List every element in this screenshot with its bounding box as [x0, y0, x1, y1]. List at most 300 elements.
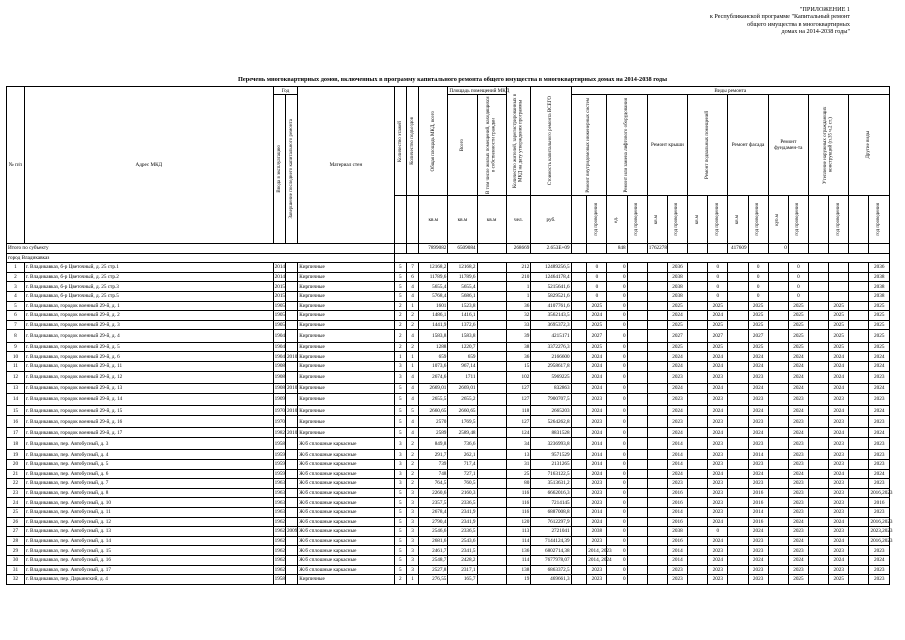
- cell-empty: [571, 282, 587, 292]
- cell-empty: [688, 437, 708, 450]
- cell-empty: [571, 575, 587, 585]
- cell-empty: [627, 393, 647, 406]
- cell-base: 2023: [708, 498, 728, 508]
- cell-empty: [849, 546, 869, 556]
- cell-y2: 2009: [286, 528, 298, 535]
- cell-roof: 2023: [667, 371, 687, 384]
- cell-en: 1: [406, 362, 418, 372]
- cell-oth: 2038: [869, 282, 890, 292]
- cell-ins: [829, 291, 849, 301]
- cell-fnd: 2024: [788, 469, 808, 479]
- cell-empty: [728, 371, 748, 384]
- cell-pt: 11789,6: [448, 272, 477, 282]
- cell-fl: 5: [394, 527, 406, 537]
- cell-lifts: 0: [607, 291, 627, 301]
- cell-empty: [627, 320, 647, 330]
- cell-fac: 2016: [748, 488, 768, 498]
- cell-cost: 4215171: [531, 330, 571, 343]
- cell-w1: 2014: [587, 460, 607, 470]
- cell-addr: г. Владикавказ, пер. Автобусный, д. 11: [24, 507, 273, 517]
- cell-empty: [728, 460, 748, 470]
- cell-n: 28: [7, 536, 25, 546]
- col-total-area: Общая площадь МКД, всего: [419, 87, 448, 196]
- cell-fl: 5: [394, 517, 406, 527]
- cell-addr: г. Владикавказ, пер. Автобусный, д. 17: [24, 565, 273, 575]
- cell-en: 5: [406, 406, 418, 416]
- cell-wall: Кирпичные: [298, 291, 394, 301]
- cell-po: [477, 469, 506, 479]
- cell-n: 23: [7, 488, 25, 498]
- cell-base: 2024: [708, 517, 728, 527]
- cell-base: 2023: [708, 393, 728, 406]
- cell-addr: г. Владикавказ, пер. Автобусный, д. 15: [24, 546, 273, 556]
- cell-empty: [571, 330, 587, 343]
- cell-ins: [829, 282, 849, 292]
- cell-oth: 2024: [869, 555, 890, 565]
- table-row: [7, 406, 890, 416]
- cell-po: [477, 263, 506, 273]
- cell-empty: [768, 393, 788, 406]
- cell-oth: 2024: [869, 384, 890, 394]
- cell-empty: [728, 437, 748, 450]
- cell-pt: 1523,8: [448, 301, 477, 311]
- cell-oth: 2025: [869, 301, 890, 311]
- cell-addr: г. Владикавказ, городок военный 29-й, д. 2: [24, 311, 273, 321]
- cell-w1: 2024: [587, 517, 607, 527]
- cell-n: 1: [7, 263, 25, 273]
- cell-empty: [809, 320, 829, 330]
- cell-ta: 2527,8: [419, 565, 448, 575]
- cell-en: 4: [406, 371, 418, 384]
- cell-w1: 2024: [587, 428, 607, 438]
- cell-n: 30: [7, 555, 25, 565]
- cell-ta: 1441,9: [419, 320, 448, 330]
- cell-fac: 2025: [748, 342, 768, 352]
- cell-empty: [809, 450, 829, 460]
- cell-ins: 2024: [829, 555, 849, 565]
- cell-ta: 1288: [419, 342, 448, 352]
- cell-res: 138: [506, 565, 531, 575]
- cell-roof: 2024: [667, 384, 687, 394]
- cell-cost: 9571529: [531, 450, 571, 460]
- cell-fl: 5: [394, 282, 406, 292]
- cell-cost: 469661,3: [531, 575, 571, 585]
- cell-y2: [285, 517, 297, 527]
- cell-empty: [849, 263, 869, 273]
- cell-w1: 2023: [587, 488, 607, 498]
- col-cost: Стоимость капитального ремонта ВСЕГО: [531, 87, 571, 196]
- cell-empty: [849, 575, 869, 585]
- cell-fl: 2: [394, 330, 406, 343]
- cell-en: 1: [406, 301, 418, 311]
- cell-addr: г. Владикавказ, пер. Автобусный, д. 4: [24, 450, 273, 460]
- cell-oth: 2023: [869, 393, 890, 406]
- cell-empty: [728, 393, 748, 406]
- cell-empty: [728, 415, 748, 428]
- cell-ta: 1583,8: [419, 330, 448, 343]
- cell-oth: 2023: [869, 546, 890, 556]
- cell-fl: 5: [394, 488, 406, 498]
- cell-ins: 2025: [829, 330, 849, 343]
- cell-ins: 2024: [829, 362, 849, 372]
- cell-cost: 5264262,8: [531, 415, 571, 428]
- cell-fl: 5: [394, 415, 406, 428]
- cell-fnd: 2024: [788, 428, 808, 438]
- cell-po: [477, 362, 506, 372]
- col-w1: Ремонт внутридомовых инженерных систем: [571, 95, 607, 196]
- cell-base: 2023: [708, 546, 728, 556]
- cell-empty: [809, 342, 829, 352]
- cell-empty: [688, 362, 708, 372]
- cell-pt: 2341,9: [448, 507, 477, 517]
- cell-empty: [627, 555, 647, 565]
- cell-y2: [285, 488, 297, 498]
- cell-addr: г. Владикавказ, пер. Автобусный, д. 13: [24, 527, 273, 537]
- cell-wall: Ж/б сплошные каркасные: [298, 469, 394, 479]
- cell-pt: 1583,8: [448, 330, 477, 343]
- cell-empty: [571, 272, 587, 282]
- col-wall: Материал стен: [298, 87, 394, 244]
- cell-empty: [688, 498, 708, 508]
- cell-wall: Ж/б сплошные каркасные: [298, 450, 394, 460]
- cell-empty: [849, 291, 869, 301]
- cell-cost: 832863: [531, 384, 571, 394]
- cell-addr: г. Владикавказ, городок военный 29-й, д. 4: [24, 330, 273, 343]
- cell-n: 11: [7, 362, 25, 372]
- cell-empty: [627, 575, 647, 585]
- cell-en: 3: [406, 488, 418, 498]
- year-col: год проведения: [627, 196, 647, 244]
- cell-addr: г. Владикавказ, городок военный 29-й, д. 6: [24, 352, 273, 362]
- cell-roof: 2023: [667, 479, 687, 489]
- cell-wall: Ж/б сплошные каркасные: [298, 517, 394, 527]
- cell-roof: 2014: [667, 555, 687, 565]
- cell-res: 1: [506, 291, 531, 301]
- cell-empty: [849, 406, 869, 416]
- cell-cost: 5215641,6: [531, 282, 571, 292]
- cell-y1: 1905: [274, 312, 286, 319]
- table-row: [7, 352, 890, 362]
- table-row: [7, 575, 890, 585]
- cell-ins: 2024: [829, 371, 849, 384]
- cell-empty: [647, 320, 667, 330]
- cell-addr: г. Владикавказ, пер. Автобусный, д. 16: [24, 555, 273, 565]
- cell-cost: 7612297,9: [531, 517, 571, 527]
- totals-roof: 1762278: [648, 245, 667, 252]
- col-premises-total: Всего: [448, 95, 477, 196]
- cell-empty: [571, 546, 587, 556]
- cell-empty: [849, 330, 869, 343]
- cell-cost: 7214145: [531, 498, 571, 508]
- cell-empty: [728, 301, 748, 311]
- cell-empty: [809, 330, 829, 343]
- annex-line-2: к Республиканской программе "Капитальный ремонт: [709, 13, 850, 21]
- cell-empty: [849, 565, 869, 575]
- cell-ta: 2548,7: [419, 555, 448, 565]
- cell-ta: 2589: [419, 428, 448, 438]
- annex-line-4: домах на 2014-2038 годы": [781, 28, 850, 36]
- cell-y2: [285, 460, 297, 470]
- cell-empty: [809, 371, 829, 384]
- cell-addr: г. Владикавказ, пер. Автобусный, д. 14: [24, 536, 273, 546]
- cell-y2: [285, 575, 297, 585]
- cell-empty: [688, 393, 708, 406]
- cell-po: [477, 330, 506, 343]
- cell-empty: [627, 507, 647, 517]
- cell-y1: 1959: [274, 451, 286, 458]
- cell-empty: [688, 450, 708, 460]
- cell-empty: [809, 428, 829, 438]
- col-floors: Количество этажей: [394, 87, 406, 196]
- table-row: [7, 320, 890, 330]
- cell-empty: [571, 371, 587, 384]
- cell-fnd: 2024: [788, 536, 808, 546]
- unit: чел.: [506, 196, 531, 244]
- cell-fac: 2023: [748, 393, 768, 406]
- cell-ins: 2024: [829, 517, 849, 527]
- cell-empty: [647, 362, 667, 372]
- cell-empty: [627, 469, 647, 479]
- cell-fac: 2024: [748, 362, 768, 372]
- cell-base: 0: [708, 291, 728, 301]
- cell-oth: 2025: [869, 311, 890, 321]
- cell-y2: [285, 263, 297, 273]
- cell-empty: [647, 437, 667, 450]
- cell-addr: г. Владикавказ, городок военный 29-й, д. 13: [24, 384, 273, 394]
- cell-addr: г. Владикавказ, городок военный 29-й, д. 15: [24, 406, 273, 416]
- cell-empty: [571, 507, 587, 517]
- cell-lifts: 0: [607, 282, 627, 292]
- totals-facade: 417609: [728, 244, 748, 254]
- cell-empty: [768, 272, 788, 282]
- cell-empty: [809, 415, 829, 428]
- cell-en: 3: [406, 498, 418, 508]
- cell-y1: 1962: [274, 538, 286, 545]
- cell-lifts: 0: [607, 371, 627, 384]
- cell-en: 4: [406, 415, 418, 428]
- cell-ins: 2023: [829, 546, 849, 556]
- cell-empty: [728, 320, 748, 330]
- cell-empty: [688, 555, 708, 565]
- cell-ins: 2025: [829, 320, 849, 330]
- cell-fnd: 0: [788, 272, 808, 282]
- cell-y1: 2015: [274, 283, 286, 290]
- cell-base: 2024: [708, 469, 728, 479]
- cell-po: [477, 555, 506, 565]
- cell-empty: [728, 362, 748, 372]
- cell-empty: [627, 263, 647, 273]
- cell-roof: 2014: [667, 450, 687, 460]
- cell-pt: 1220,7: [448, 342, 477, 352]
- unit: кв.м: [419, 196, 448, 244]
- cell-y1: 1959: [274, 470, 286, 477]
- cell-empty: [647, 415, 667, 428]
- cell-empty: [688, 575, 708, 585]
- cell-oth: 2023: [869, 565, 890, 575]
- cell-w1: 2024: [587, 352, 607, 362]
- cell-addr: г. Владикавказ, городок военный 29-й, д. 5: [24, 342, 273, 352]
- cell-cost: 2665203: [531, 406, 571, 416]
- cell-wall: Кирпичные: [298, 575, 394, 585]
- cell-empty: [728, 507, 748, 517]
- cell-fac: 2024: [748, 555, 768, 565]
- cell-lifts: 0: [607, 320, 627, 330]
- cell-empty: [809, 311, 829, 321]
- cell-base: 2023: [708, 507, 728, 517]
- table-row: [7, 498, 890, 508]
- cell-fac: 2023: [748, 575, 768, 585]
- cell-oth: 2016,2023: [870, 538, 893, 545]
- cell-lifts: 0: [607, 450, 627, 460]
- cell-empty: [647, 282, 667, 292]
- cell-y2: [285, 282, 297, 292]
- cell-empty: [809, 460, 829, 470]
- cell-w1: 2023: [587, 415, 607, 428]
- cell-empty: [571, 437, 587, 450]
- cell-empty: [849, 555, 869, 565]
- cell-empty: [688, 272, 708, 282]
- col-year-last: Завершение последнего капитального ремонта: [285, 95, 297, 244]
- cell-fnd: 2025: [788, 320, 808, 330]
- cell-wall: Ж/б сплошные каркасные: [298, 498, 394, 508]
- cell-w1: 2014: [587, 437, 607, 450]
- cell-y2: [285, 555, 297, 565]
- cell-roof: 2024: [667, 469, 687, 479]
- cell-roof: 2038: [667, 282, 687, 292]
- cell-oth: 2023: [869, 460, 890, 470]
- cell-ta: 2570: [419, 415, 448, 428]
- cell-po: [477, 384, 506, 394]
- cell-fnd: 2025: [788, 311, 808, 321]
- cell-po: [477, 272, 506, 282]
- cell-po: [477, 517, 506, 527]
- year-col: год проведения: [667, 196, 687, 244]
- cell-wall: Ж/б сплошные каркасные: [298, 507, 394, 517]
- cell-fac: 2024: [748, 384, 768, 394]
- cell-res: 212: [506, 263, 531, 273]
- cell-ta: 2546,6: [419, 527, 448, 537]
- cell-empty: [688, 546, 708, 556]
- cell-lifts: 0: [607, 479, 627, 489]
- cell-roof: 2038: [667, 272, 687, 282]
- cell-cost: 2721041: [531, 527, 571, 537]
- totals-area: 7899082: [419, 244, 448, 254]
- cell-res: 1: [506, 282, 531, 292]
- cell-empty: [627, 450, 647, 460]
- cell-empty: [809, 555, 829, 565]
- cell-empty: [768, 406, 788, 416]
- cell-fac: 2016: [748, 498, 768, 508]
- cell-pt: 1769,5: [448, 415, 477, 428]
- cell-po: [477, 460, 506, 470]
- cell-n: 3: [7, 282, 25, 292]
- cell-oth: 2023: [869, 371, 890, 384]
- cell-oth: 2036: [869, 263, 890, 273]
- cell-oth: 2024: [869, 352, 890, 362]
- cell-pt: 2341,5: [448, 546, 477, 556]
- col-w7: Утепление наружных ограждающих конструкций (п.35 ч.2 ст.): [809, 95, 849, 196]
- unit: ед.: [607, 196, 627, 244]
- cell-oth: 2023: [869, 450, 890, 460]
- cell-w1: 2027: [587, 330, 607, 343]
- cell-wall: Ж/б сплошные каркасные: [298, 437, 394, 450]
- cell-po: [477, 291, 506, 301]
- cell-addr: г. Владикавказ, городок военный 29-й, д. 1: [24, 301, 273, 311]
- cell-empty: [627, 272, 647, 282]
- cell-fl: 2: [394, 311, 406, 321]
- table-row: [7, 272, 890, 282]
- cell-empty: [627, 498, 647, 508]
- col-year-group: Год: [273, 87, 298, 95]
- cell-fl: 5: [394, 384, 406, 394]
- cell-empty: [688, 406, 708, 416]
- cell-base: 2024: [708, 311, 728, 321]
- cell-base: 0: [708, 263, 728, 273]
- cell-lifts: 0: [607, 352, 627, 362]
- cell-empty: [809, 301, 829, 311]
- cell-empty: [627, 352, 647, 362]
- cell-base: 2023: [708, 565, 728, 575]
- cell-ins: 2025: [829, 575, 849, 585]
- cell-y2: [285, 320, 297, 330]
- cell-base: 2024: [708, 555, 728, 565]
- cell-fnd: 2024: [788, 362, 808, 372]
- cell-cost: 3236993,8: [531, 437, 571, 450]
- cell-oth: 2016,2023: [870, 518, 893, 525]
- cell-fnd: 2024: [788, 352, 808, 362]
- cell-cost: 6662016,3: [531, 488, 571, 498]
- table-row: [7, 291, 890, 301]
- cell-fac: 2023: [748, 536, 768, 546]
- cell-wall: Ж/б сплошные каркасные: [298, 488, 394, 498]
- cell-empty: [809, 527, 829, 537]
- cell-po: [477, 565, 506, 575]
- table-row: [7, 437, 890, 450]
- cell-fac: 2027: [748, 330, 768, 343]
- cell-empty: [688, 428, 708, 438]
- cell-ta: 2660,65: [419, 406, 448, 416]
- cell-en: 3: [406, 517, 418, 527]
- cell-pt: 2336,5: [448, 498, 477, 508]
- cell-lifts: 0: [607, 488, 627, 498]
- cell-empty: [647, 450, 667, 460]
- cell-n: 15: [7, 406, 25, 416]
- cell-wall: Кирпичные: [298, 272, 394, 282]
- cell-addr: г. Владикавказ, пер. Автобусный, д. 8: [24, 488, 273, 498]
- cell-fnd: 2023: [788, 479, 808, 489]
- cell-cost: 7900707,5: [531, 393, 571, 406]
- cell-base: 2024: [708, 536, 728, 546]
- cell-lifts: 0: [607, 406, 627, 416]
- cell-empty: [849, 488, 869, 498]
- cell-lifts: 0: [607, 469, 627, 479]
- totals-foundation: 0: [768, 244, 788, 254]
- cell-base: 2023: [708, 415, 728, 428]
- cell-res: 34: [506, 437, 531, 450]
- cell-y1: 1962: [274, 566, 286, 573]
- cell-fac: 2024: [748, 352, 768, 362]
- cell-ins: 2025: [829, 342, 849, 352]
- unit: [406, 196, 418, 244]
- table-row: [7, 428, 890, 438]
- cell-fl: 1: [394, 352, 406, 362]
- cell-fl: 3: [394, 469, 406, 479]
- cell-empty: [571, 536, 587, 546]
- cell-ins: 2024: [829, 384, 849, 394]
- cell-empty: [627, 406, 647, 416]
- cell-fnd: 2025: [788, 342, 808, 352]
- cell-empty: [809, 565, 829, 575]
